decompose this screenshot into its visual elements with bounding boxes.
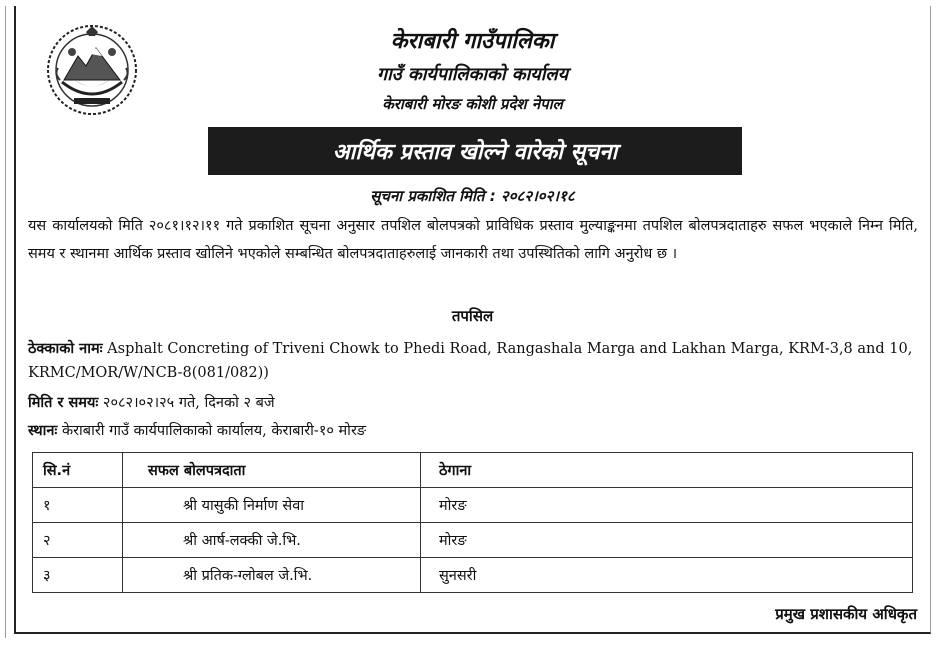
published-date-label: सूचना प्रकाशित मिति : <box>370 187 496 205</box>
details-heading: तपसिल <box>451 307 494 325</box>
notice-body-paragraph: यस कार्यालयको मिति २०८१।१२।११ गते प्रकाशित सूचना अनुसार तपशिल बोलपत्रको प्राविधिक प्रस्ताव मुल्याङ्कनमा तपशिल बोलपत्रदाताहरु सफल भएकाले निम्न मिति, समय र स्थानमा आर्थिक प्रस्ताव खोलिने भएकोले सम्बन्धित बोलपत्रदाताहरुलाई जानकारी तथा उपस्थितिको लागि अनुरोध छ । <box>28 218 918 262</box>
published-date-line <box>0 186 945 206</box>
successful-bidders-table <box>32 452 913 593</box>
municipality-name: केराबारी गाउँपालिका <box>390 29 555 54</box>
header-serial-number: सि.नं <box>33 453 123 488</box>
table-row <box>33 523 913 558</box>
cell-address: सुनसरी <box>421 558 913 593</box>
published-date-value: २०८२।०२।१८ <box>500 187 575 205</box>
table-row <box>33 558 913 593</box>
signatory-title: प्रमुख प्रशासकीय अधिकृत <box>775 605 917 623</box>
cell-serial-number: २ <box>33 523 123 558</box>
table-header-row <box>33 453 913 488</box>
cell-serial-number: ३ <box>33 558 123 593</box>
contract-name-line <box>28 337 920 385</box>
date-time-line <box>28 391 920 415</box>
office-name: गाउँ कार्यपालिकाको कार्यालय <box>376 64 569 85</box>
notice-title-banner <box>208 127 742 175</box>
notice-title: आर्थिक प्रस्ताव खोल्ने वारेको सूचना <box>332 140 618 165</box>
cell-bidder-name: श्री आर्ष-लक्की जे.भि. <box>123 523 421 558</box>
place-value: केराबारी गाउँ कार्यपालिकाको कार्यालय, केराबारी-१० मोरङ <box>57 423 367 439</box>
cell-serial-number: १ <box>33 488 123 523</box>
header-successful-bidder: सफल बोलपत्रदाता <box>123 453 421 488</box>
cell-bidder-name: श्री यासुकी निर्माण सेवा <box>123 488 421 523</box>
place-label: स्थानः <box>28 423 58 439</box>
date-time-value: २०८२।०२।२५ गते, दिनको २ बजे <box>98 395 275 411</box>
date-time-label: मिति र समयः <box>28 395 99 411</box>
cell-bidder-name: श्री प्रतिक-ग्लोबल जे.भि. <box>123 558 421 593</box>
contract-name-value: Asphalt Concreting of Triveni Chowk to Phedi Road, Rangashala Marga and Lakhan Marga, KRM-3,8 and 10, KRMC/MOR/W/NCB-8(081/082)) <box>28 341 913 381</box>
place-line <box>28 419 920 443</box>
cell-address: मोरङ <box>421 523 913 558</box>
header-address: ठेगाना <box>421 453 913 488</box>
cell-address: मोरङ <box>421 488 913 523</box>
contract-name-label: ठेक्काको नामः <box>28 341 103 357</box>
table-row <box>33 488 913 523</box>
office-address: केराबारी मोरङ कोशी प्रदेश नेपाल <box>382 95 563 113</box>
